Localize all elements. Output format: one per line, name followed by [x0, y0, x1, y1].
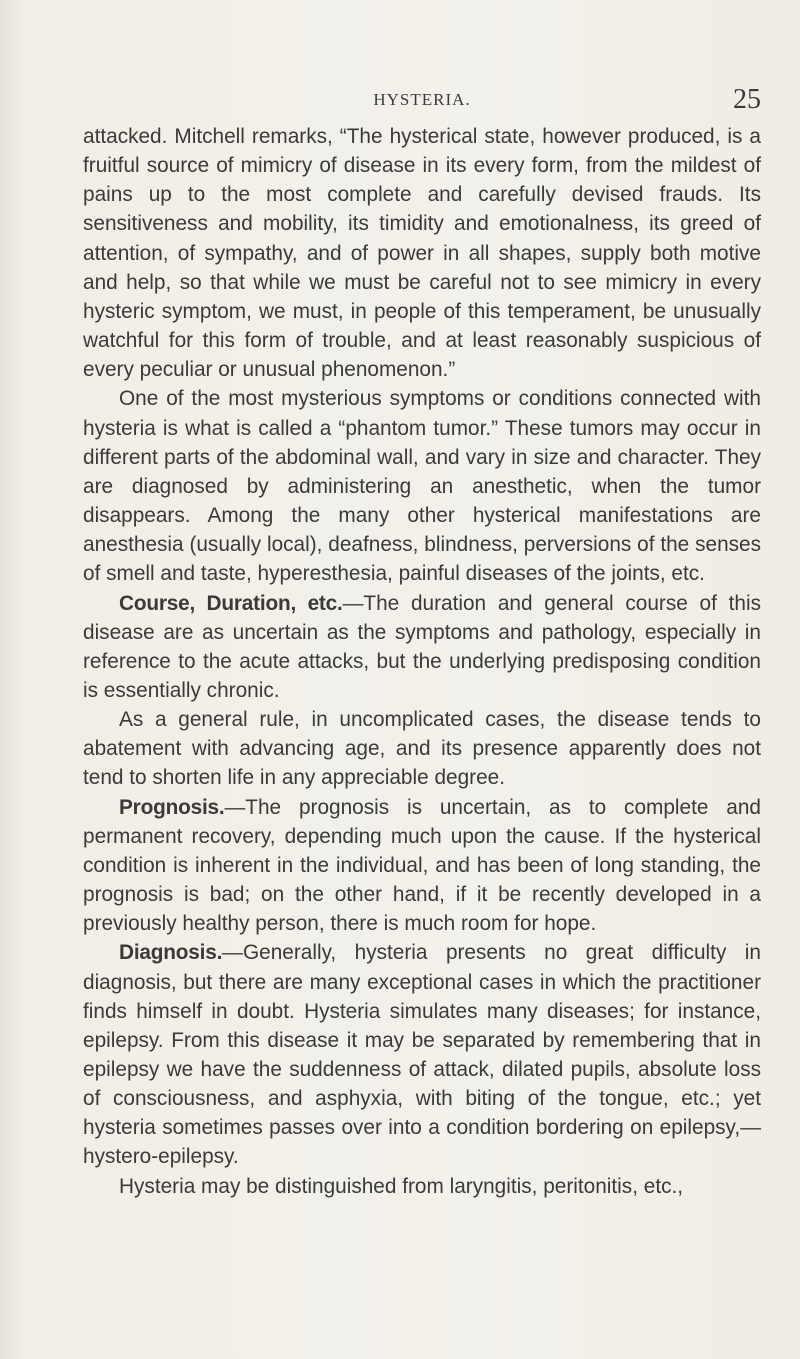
- running-head: [83, 84, 761, 122]
- paragraph-text: —Generally, hysteria presents no great difficulty in diagnosis, but there are many exceptional cases in which the practitioner finds himself in doubt. Hysteria simulates many diseases; for instance, epilepsy. From this disease it may be separated by remembering that in epilepsy we have the suddenness of attack, dilated pupils, absolute loss of consciousness, and asphyxia, with biting of the tongue, etc.; yet hysteria sometimes passes over into a condition bordering on epilepsy,—hystero-epilepsy.: [83, 941, 761, 1169]
- section-heading-diagnosis: Diagnosis.: [119, 941, 223, 965]
- paragraph-general-rule: [83, 705, 761, 792]
- paragraph-course-duration: [83, 589, 761, 706]
- paragraph-text: —The duration and general course of this disease are as uncertain as the symptoms and pathology, especially in reference to the acute attacks, but the underlying predisposing condition is essentially chronic.: [83, 591, 761, 702]
- section-heading-prognosis: Prognosis.: [119, 795, 225, 819]
- paragraph-text: One of the most mysterious symptoms or conditions connected with hysteria is what is called a “phantom tumor.” These tumors may occur in different parts of the abdominal wall, and vary in size and character. They are diagnosed by administering an anesthetic, when the tumor disappears. Among the many other hysterical manifestations are anesthesia (usually local), deafness, blindness, perversions of the senses of smell and taste, hyperesthesia, painful diseases of the joints, etc.: [83, 387, 761, 586]
- section-heading-course: Course, Duration, etc.: [119, 591, 343, 615]
- paragraph-phantom-tumor: [83, 384, 761, 588]
- paragraph-text: —The prognosis is uncertain, as to complete and permanent recovery, depending much upon the cause. If the hysterical condition is inherent in the individual, and has been of long standing, the prognosis is bad; on the other hand, if it be recently developed in a previously healthy person, there is much room for hope.: [83, 795, 761, 936]
- running-head-title: HYSTERIA.: [373, 90, 471, 109]
- paragraph-mitchell-quote: [83, 122, 761, 384]
- paragraph-diagnosis: [83, 938, 761, 1171]
- body-text: [83, 122, 761, 1201]
- paragraph-text: attacked. Mitchell remarks, “The hysterical state, however produced, is a fruitful source of mimicry of disease in its every form, from the mildest of pains up to the most complete and carefully devised frauds. Its sensitiveness and mobility, its timidity and emotionalness, its greed of attention, of sympathy, and of power in all shapes, supply both motive and help, so that while we must be careful not to see mimicry in every hysteric symptom, we must, in people of this temperament, be unusually watchful for this form of trouble, and at least reasonably suspicious of every peculiar or unusual phenomenon.”: [83, 125, 761, 382]
- page-number: 25: [733, 84, 761, 115]
- paragraph-text: As a general rule, in uncomplicated cases, the disease tends to abatement with advancing age, and its presence apparently does not tend to shorten life in any appreciable degree.: [83, 708, 761, 790]
- paragraph-prognosis: [83, 793, 761, 939]
- paragraph-distinguished: [83, 1172, 761, 1201]
- paragraph-text: Hysteria may be distinguished from laryngitis, peritonitis, etc.,: [119, 1174, 684, 1198]
